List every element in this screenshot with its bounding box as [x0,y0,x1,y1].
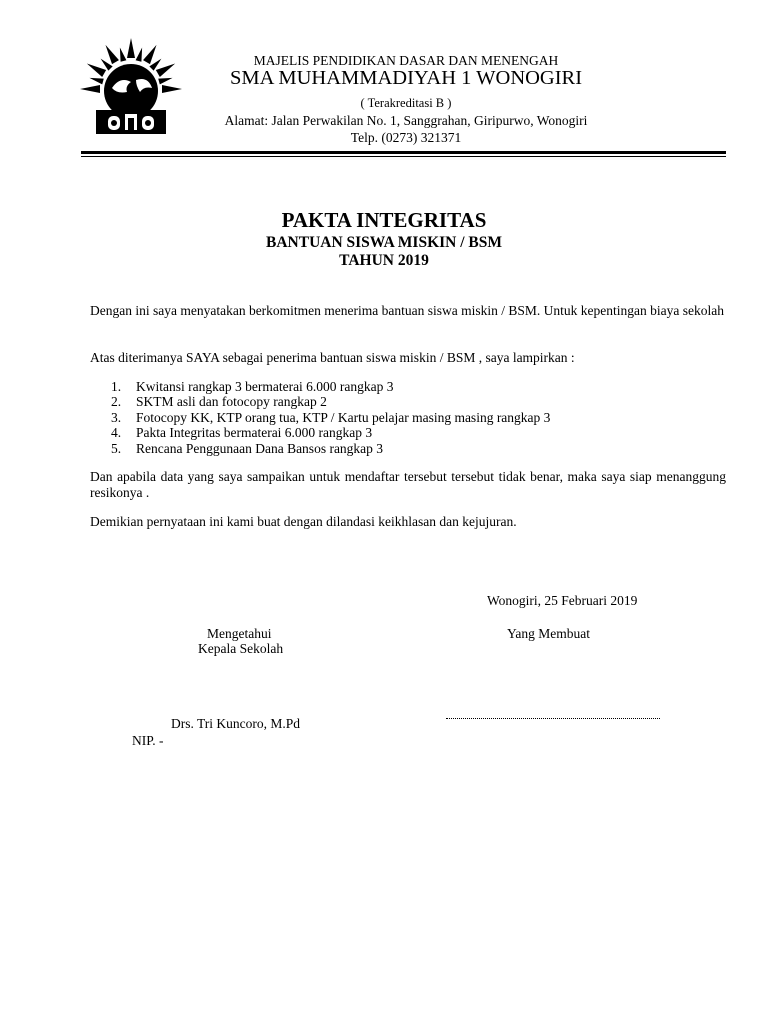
signature-dotted-line [446,718,660,719]
list-item-text: Pakta Integritas bermaterai 6.000 rangkap 3 [136,425,373,441]
list-item-text: Kwitansi rangkap 3 bermaterai 6.000 rangkap 3 [136,379,394,394]
principal-nip: NIP. - [132,733,164,748]
list-item-text: SKTM asli dan fotocopy rangkap 2 [136,394,327,410]
list-item-text: Rencana Penggunaan Dana Bansos rangkap 3 [136,440,384,456]
school-address: Alamat: Jalan Perwakilan No. 1, Sanggrahan, Giripurwo, Wonogiri [224,113,588,128]
letterhead-divider-thin [81,156,726,157]
list-item [111,425,711,440]
list-item [111,410,711,425]
commitment-paragraph: Dengan ini saya menyatakan berkomitmen menerima bantuan siswa miskin / BSM. Untuk kepentingan biaya sekolah [90,303,724,318]
list-item-number: 3. [111,409,122,425]
document-year: TAHUN 2019 [339,252,429,269]
list-item-text: Fotocopy KK, KTP orang tua, KTP / Kartu pelajar masing masing rangkap 3 [136,409,551,425]
principal-name: Drs. Tri Kuncoro, M.Pd [171,716,301,731]
acknowledged-label: Mengetahui [207,626,272,641]
document-title: PAKTA INTEGRITAS [281,208,487,232]
maker-label: Yang Membuat [507,626,591,641]
document-subtitle: BANTUAN SISWA MISKIN / BSM [266,234,502,251]
list-item [111,394,711,409]
accreditation: ( Terakreditasi B ) [360,96,452,110]
letterhead-divider-thick [81,151,726,154]
closing-paragraph: Demikian pernyataan ini kami buat dengan dilandasi keikhlasan dan kejujuran. [90,514,517,529]
list-item [111,379,711,394]
list-item-number: 1. [111,379,122,394]
list-item [111,441,711,456]
attachment-intro: Atas diterimanya SAYA sebagai penerima bantuan siswa miskin / BSM , saya lampirkan : [90,350,575,365]
list-item-number: 2. [111,394,122,410]
organization-name: MAJELIS PENDIDIKAN DASAR DAN MENENGAH [253,53,559,68]
place-date: Wonogiri, 25 Februari 2019 [487,593,638,608]
school-name: SMA MUHAMMADIYAH 1 WONOGIRI [229,67,583,89]
list-item-number: 5. [111,440,122,456]
responsibility-paragraph: Dan apabila data yang saya sampaikan untuk mendaftar tersebut tersebut tidak benar, maka saya siap menanggung resikonya . [90,469,726,500]
attachment-list [111,379,711,456]
principal-title: Kepala Sekolah [198,641,284,656]
list-item-number: 4. [111,425,122,441]
school-phone: Telp. (0273) 321371 [350,130,462,145]
